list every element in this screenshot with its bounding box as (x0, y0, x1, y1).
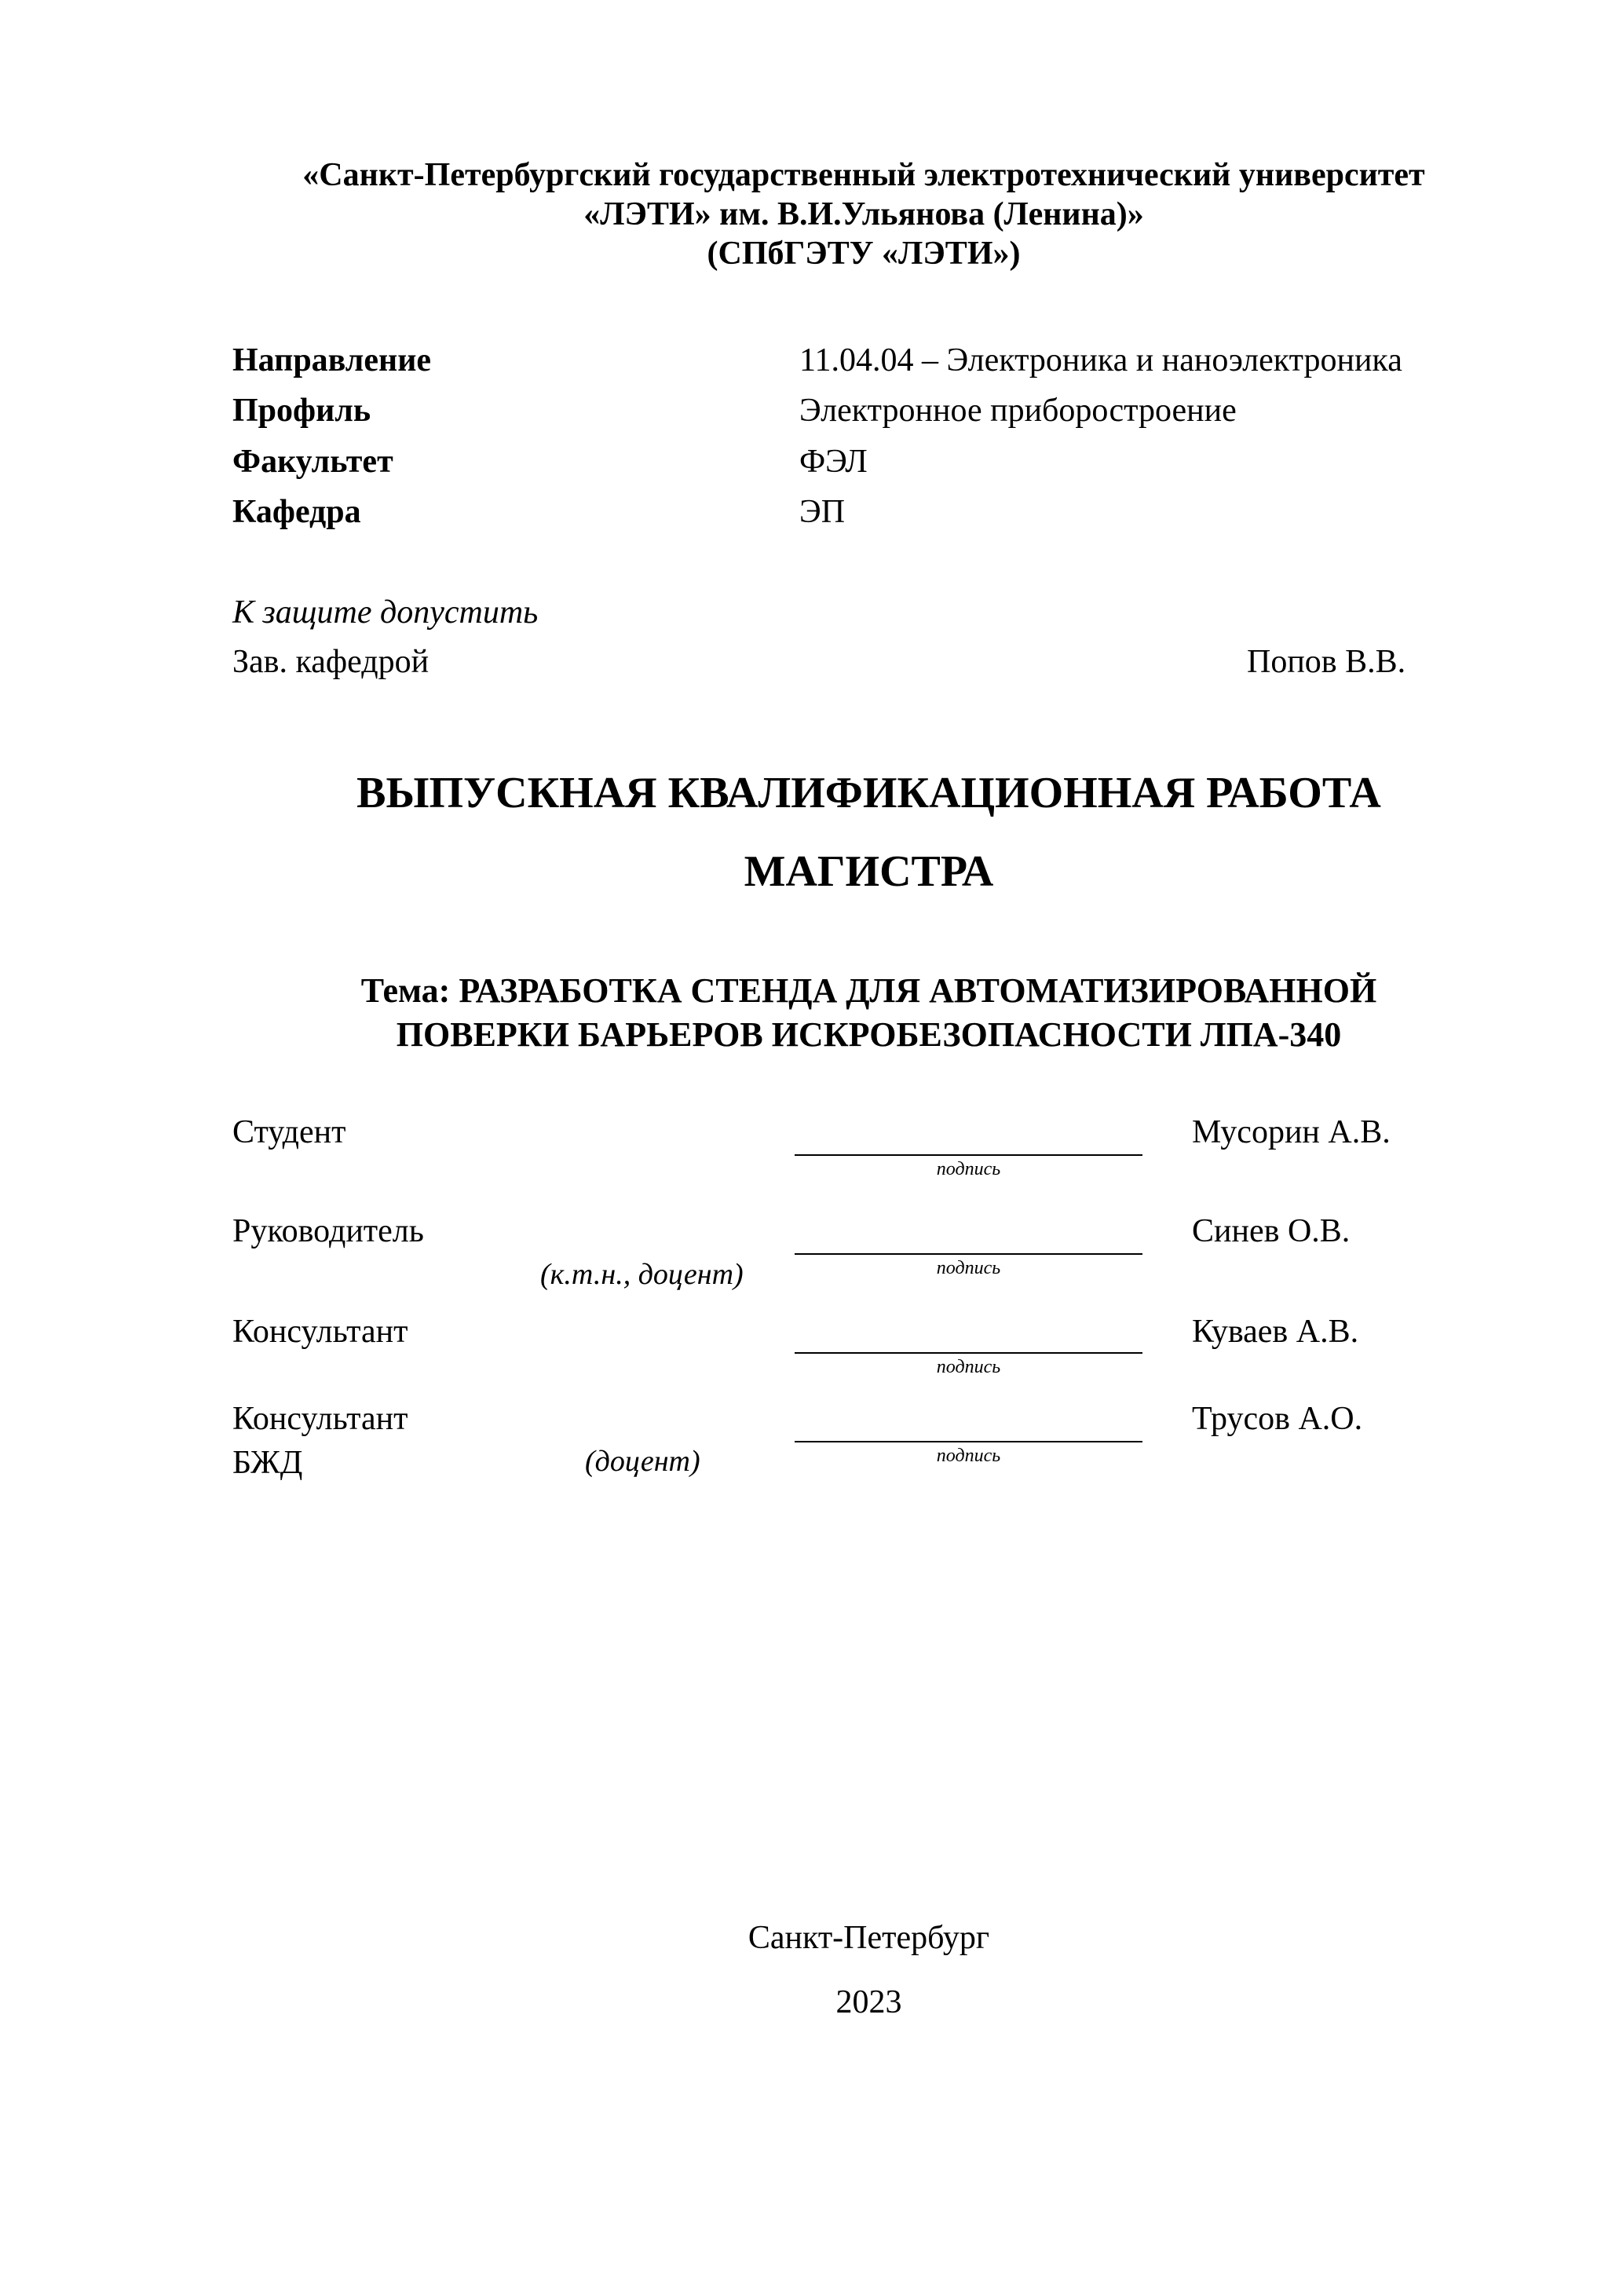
approval-caption: К защите допустить (232, 594, 539, 631)
footer-year: 2023 (835, 1984, 902, 2020)
info-value-profile: Электронное приборостроение (799, 393, 1237, 429)
signature-line (795, 1352, 1142, 1354)
info-label-profile: Профиль (232, 393, 371, 429)
footer-city: Санкт-Петербург (748, 1920, 990, 1956)
signature-name-student: Мусорин А.В. (1192, 1114, 1391, 1150)
info-value-direction: 11.04.04 – Электроника и наноэлектроника (799, 342, 1402, 378)
university-name-line-1: «Санкт-Петербургский государственный электротехнический университет (302, 157, 1425, 193)
signature-caption: подпись (936, 1159, 1001, 1179)
signature-caption: подпись (936, 1258, 1001, 1278)
info-label-faculty: Факультет (232, 444, 393, 480)
university-abbreviation: (СПбГЭТУ «ЛЭТИ») (707, 236, 1021, 272)
topic-line-1: Тема: РАЗРАБОТКА СТЕНДА ДЛЯ АВТОМАТИЗИРОВАННОЙ (360, 971, 1377, 1010)
info-label-direction: Направление (232, 342, 432, 378)
signature-degree-consultant-bzd: (доцент) (585, 1445, 700, 1478)
signature-name-consultant: Куваев А.В. (1192, 1314, 1359, 1350)
signature-name-consultant-bzd: Трусов А.О. (1192, 1401, 1363, 1437)
approval-name: Попов В.В. (1247, 644, 1406, 680)
signature-role-bzd: БЖД (232, 1445, 303, 1481)
approval-role: Зав. кафедрой (232, 644, 430, 680)
info-label-department: Кафедра (232, 494, 361, 530)
signature-role-consultant-bzd: Консультант (232, 1401, 408, 1437)
info-value-department: ЭП (799, 494, 846, 530)
signature-line (795, 1253, 1142, 1255)
signature-caption: подпись (936, 1357, 1001, 1377)
university-name-line-2: «ЛЭТИ» им. В.И.Ульянова (Ленина)» (583, 196, 1144, 232)
signature-line (795, 1441, 1142, 1442)
topic-line-2: ПОВЕРКИ БАРЬЕРОВ ИСКРОБЕЗОПАСНОСТИ ЛПА-340 (396, 1015, 1342, 1054)
signature-degree-supervisor: (к.т.н., доцент) (540, 1258, 744, 1291)
signature-line (795, 1154, 1142, 1156)
document-title-line-2: МАГИСТРА (744, 847, 994, 896)
signature-role-supervisor: Руководитель (232, 1213, 424, 1249)
signature-name-supervisor: Синев О.В. (1192, 1213, 1351, 1249)
signature-caption: подпись (936, 1446, 1001, 1466)
signature-role-consultant: Консультант (232, 1314, 408, 1350)
document-title-line-1: ВЫПУСКНАЯ КВАЛИФИКАЦИОННАЯ РАБОТА (356, 769, 1381, 817)
info-value-faculty: ФЭЛ (799, 444, 868, 480)
signature-role-student: Студент (232, 1114, 346, 1150)
